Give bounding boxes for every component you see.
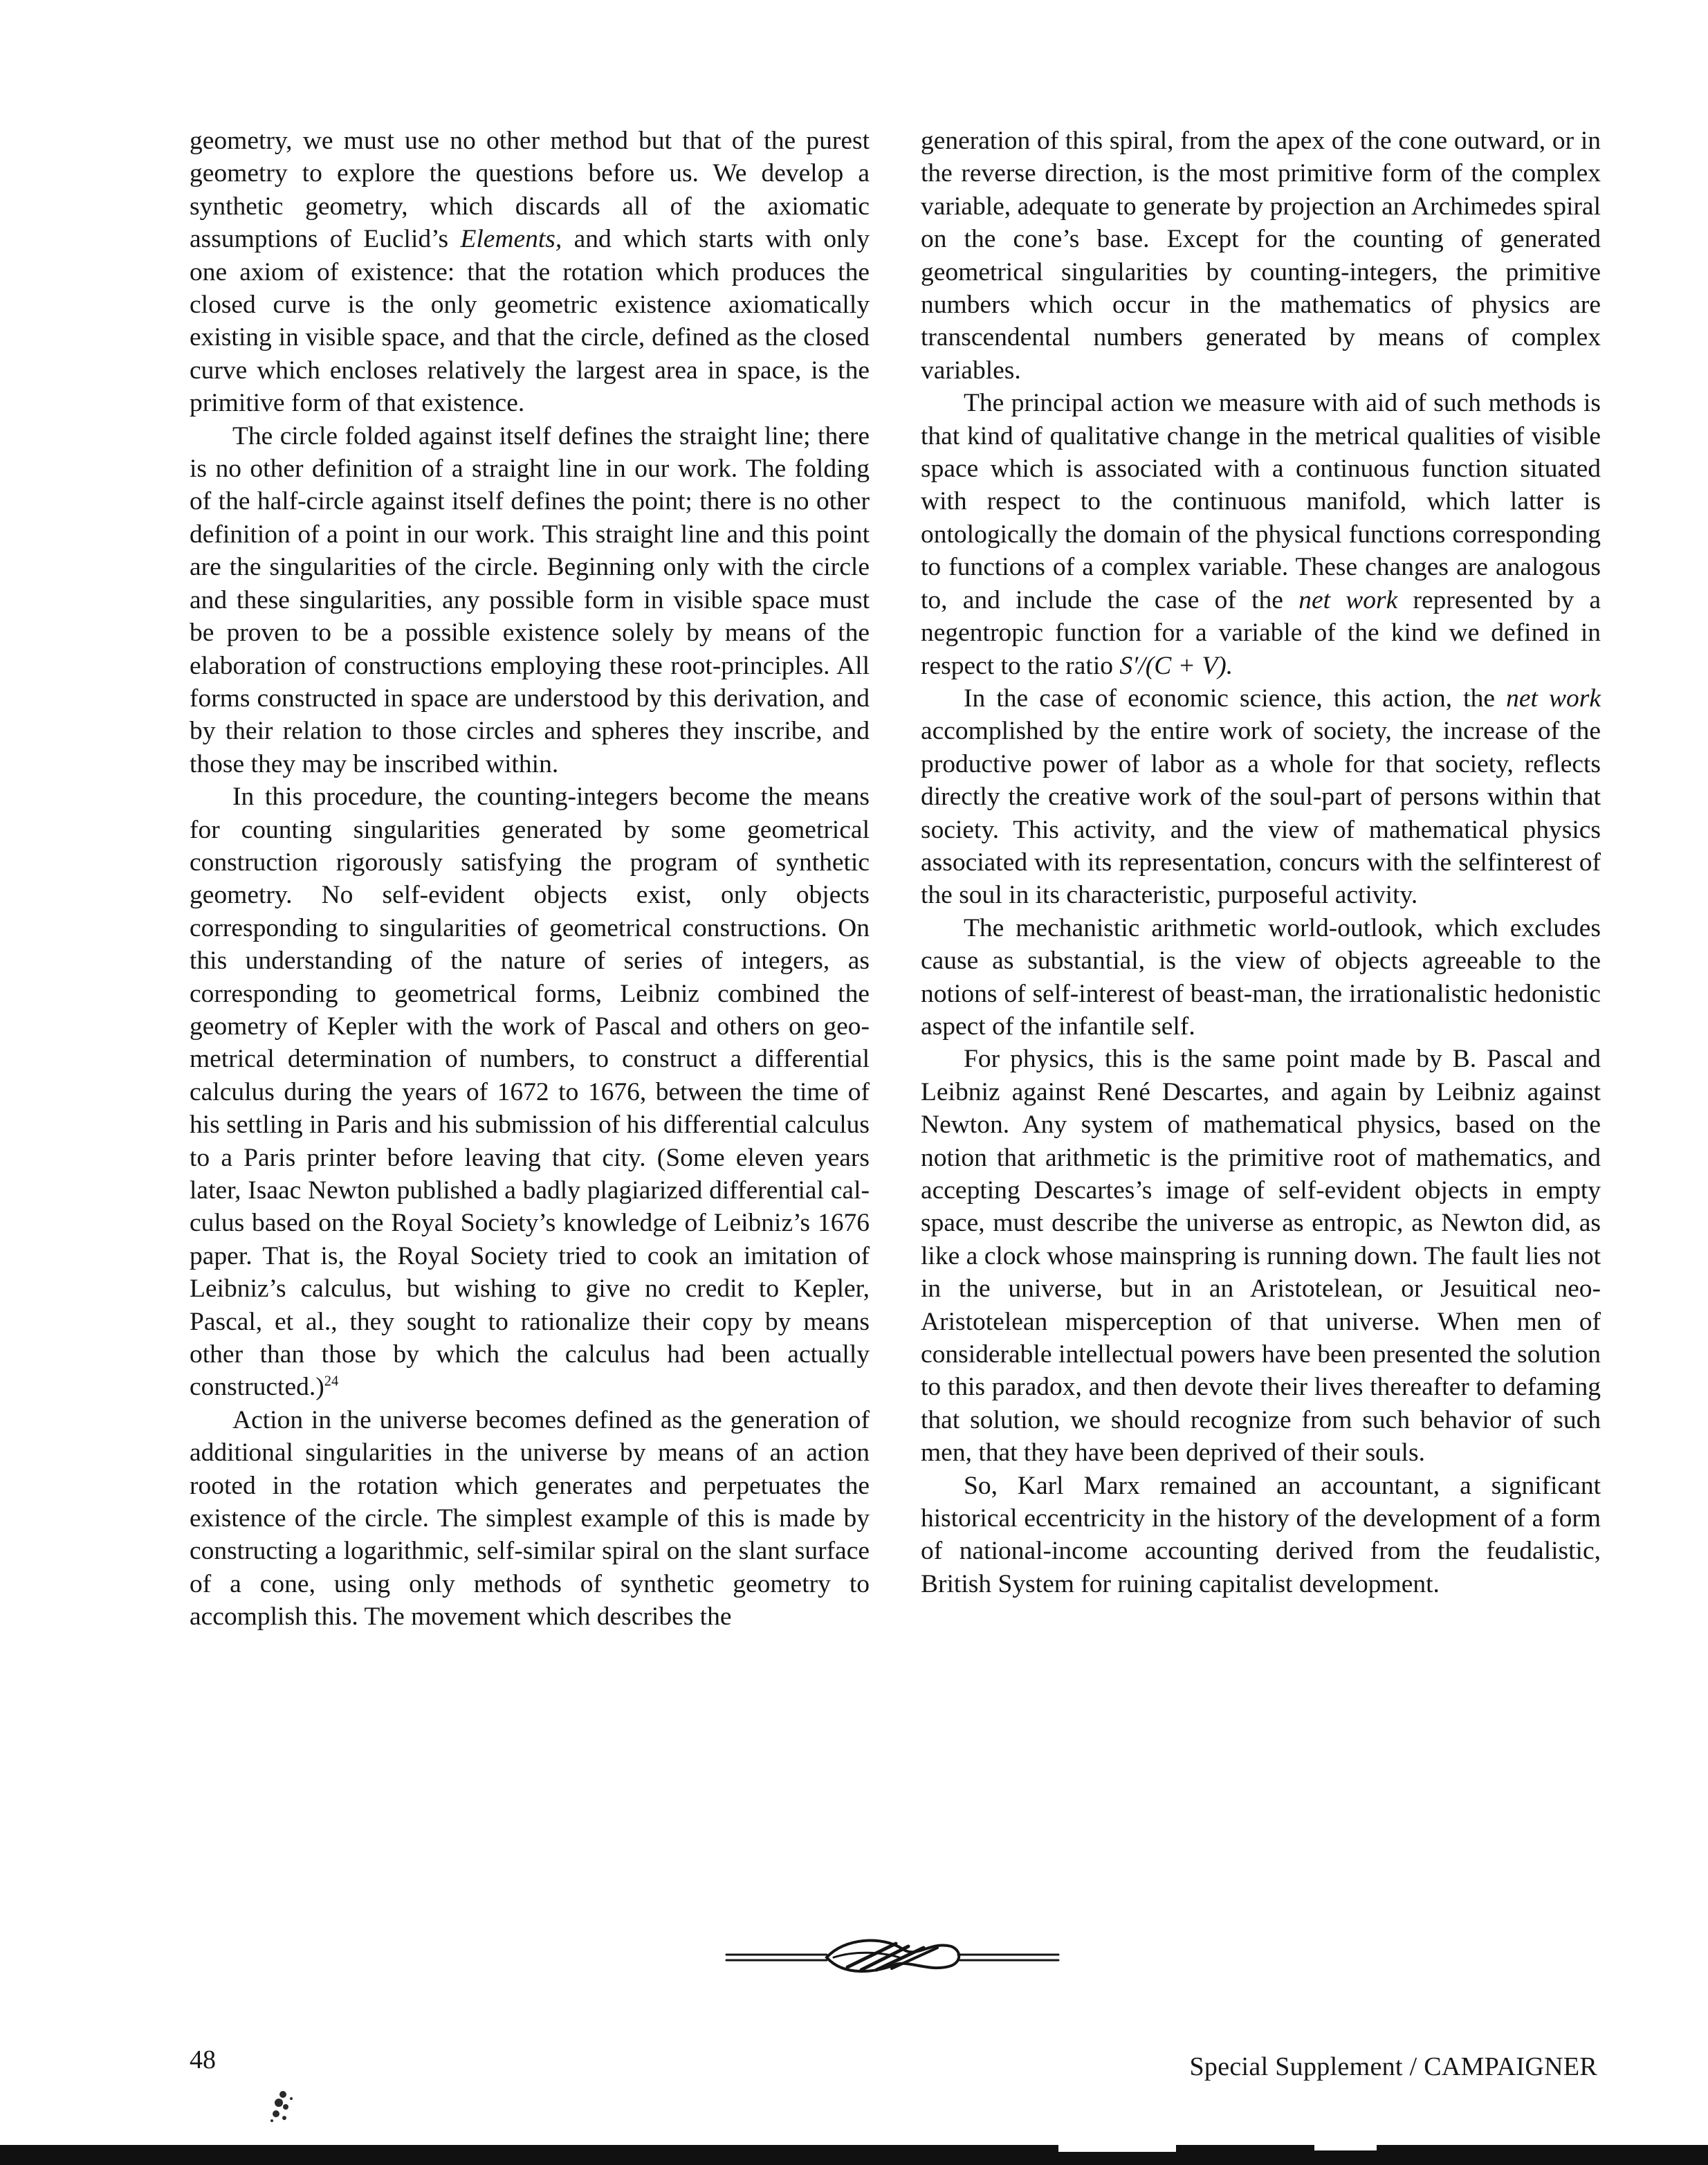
page-number: 48 bbox=[190, 2045, 216, 2074]
scan-edge-bar bbox=[0, 2145, 1708, 2165]
paragraph bbox=[921, 912, 1601, 1043]
paragraph-text: The principal action we measure with aid of such methods is that kind of qualitative change in the metrical qualities of visible space which is associated with a continuous function situated with respect to the continuous manifold, which latter is ontologically the domain of the physical functions corresponding to functions of a complex variable. These changes are analogous to, and include the case of the bbox=[921, 389, 1601, 614]
formula: S′/(C + V). bbox=[1119, 651, 1233, 680]
paragraph bbox=[921, 387, 1601, 682]
paragraph bbox=[921, 125, 1601, 387]
scan-edge-gap bbox=[1314, 2145, 1377, 2150]
paragraph bbox=[190, 1404, 870, 1634]
paragraph-text: So, Karl Marx remained an accountant, a significant historical eccentricity in the history of the development of a form of national-income accounting derived from the feudalistic, British System for ruining capitalist development. bbox=[921, 1471, 1601, 1598]
ink-smudge bbox=[266, 2086, 301, 2135]
paragraph-text: In this procedure, the counting-integers become the means for counting singularities generated by some geometrical construction rigorously satisfying the program of synthetic geometry. No self-evident objects exist, only objects corresponding to singularities of geometrical constructions. On this understanding of the nature of series of integers, as corresponding to geometrical forms, Leibniz combined the geometry of Kepler with the work of Pascal and others on geometrical determination of numbers, to construct a differential calculus during the years of 1672 to 1676, between the time of his settling in Paris and his submission of his differential calculus to a Paris printer before leaving that city. (Some eleven years later, Isaac Newton published a badly plagiarized differential calculus based on the Royal Society’s knowledge of Leibniz’s 1676 paper. That is, the Royal Society tried to cook an imitation of Leibniz’s calculus, but wishing to give no credit to Kepler, Pascal, et al., they sought to rationalize their copy by means other than those by which the calculus had been actually constructed.) bbox=[190, 783, 870, 1402]
paragraph bbox=[190, 125, 870, 420]
left-text-column bbox=[190, 125, 870, 1634]
paragraph-text: generation of this spiral, from the apex of the cone outward, or in the reverse direction, is the most primitive form of the complex variable, adequate to generate by projection an Archimedes spiral on the cone’s base. Except for the counting of generated geometrical singularities by counting-integers, the primitive numbers which occur in the mathematics of physics are transcendental numbers generated by means of complex variables. bbox=[921, 127, 1601, 385]
flourish-ornament-icon bbox=[723, 1934, 1062, 1982]
paragraph bbox=[921, 682, 1601, 912]
paragraph-text: In the case of economic science, this action, the bbox=[964, 684, 1495, 713]
italic-term: net work bbox=[1298, 585, 1398, 614]
footnote-marker: 24 bbox=[324, 1373, 339, 1389]
paragraph-text: and which starts with only one axiom of existence: that the rotation which produces the closed curve is the only geometric existence axiomatically existing in visible space, and that the circle, defined as the closed curve which encloses relatively the largest area in space, is the primitive form of that existence. bbox=[190, 225, 870, 418]
italic-title: Elements, bbox=[460, 225, 562, 254]
running-footer-title: Special Supplement / CAMPAIGNER bbox=[1189, 2052, 1597, 2081]
paragraph-text: The mechanistic arithmetic world-outlook, which excludes cause as substantial, is the view of objects agreeable to the notions of self-interest of beast-man, the irrationalistic hedonistic aspect of the infantile self. bbox=[921, 913, 1601, 1041]
paragraph-text: geometry, we must use no other method but that of the purest geometry to explore the questions before us. We develop a synthetic geometry, which discards all of the axiomatic assumptions of Euclid’s bbox=[190, 127, 870, 254]
paragraph-text: represented by a negentropic function for a variable of the kind we defined in respect to the ratio bbox=[921, 585, 1601, 680]
paragraph bbox=[921, 1043, 1601, 1469]
right-text-column bbox=[921, 125, 1601, 1600]
paragraph bbox=[190, 780, 870, 1404]
paragraph-text: The circle folded against itself defines the straight line; there is no other definition of a straight line in our work. The folding of the half-circle against itself defines the point; there is no other definition of a point in our work. This straight line and this point are the singularities of the circle. Beginning only with the circle and these singularities, any possible form in visible space must be proven to be a possible existence solely by means of the elaboration of constructions employing these root-principles. All forms constructed in space are understood by this derivation, and by their relation to those circles and spheres they inscribe, and those they may be inscribed within. bbox=[190, 421, 870, 778]
paragraph-text: For physics, this is the same point made by B. Pascal and Leibniz against René Descartes, and again by Leibniz against Newton. Any system of mathematical physics, based on the notion that arithmetic is the primitive root of mathematics, and accepting Descartes’s image of self-evident objects in empty space, must describe the universe as entropic, as Newton did, as like a clock whose mainspring is running down. The fault lies not in the universe, but in an Aristotelean, or Jesuitical neo-Aristotelean misperception of that universe. When men of considerable intellectual powers have been presented the solution to this paradox, and then devote their lives thereafter to defaming that solution, we should recognize from such behavior of such men, that they have been deprived of their souls. bbox=[921, 1045, 1601, 1468]
paragraph-text: Action in the universe becomes defined as the generation of additional singularities in the universe by means of an action rooted in the rotation which generates and perpetuates the existence of the circle. The simplest example of this is made by constructing a logarithmic, self-similar spiral on the slant surface of a cone, using only methods of synthetic geometry to accomplish this. The movement which describes the bbox=[190, 1405, 870, 1632]
paragraph-text: accomplished by the entire work of society, the increase of the productive power of labor as a whole for that society, reflects directly the creative work of the soul-part of persons within that society. This activity, and the view of mathematical physics associated with its representation, concurs with the selfinterest of the soul in its characteristic, purposeful activity. bbox=[921, 717, 1601, 910]
italic-term: net work bbox=[1506, 684, 1601, 713]
paragraph bbox=[921, 1470, 1601, 1601]
scan-edge-gap bbox=[1058, 2145, 1176, 2152]
paragraph bbox=[190, 420, 870, 780]
